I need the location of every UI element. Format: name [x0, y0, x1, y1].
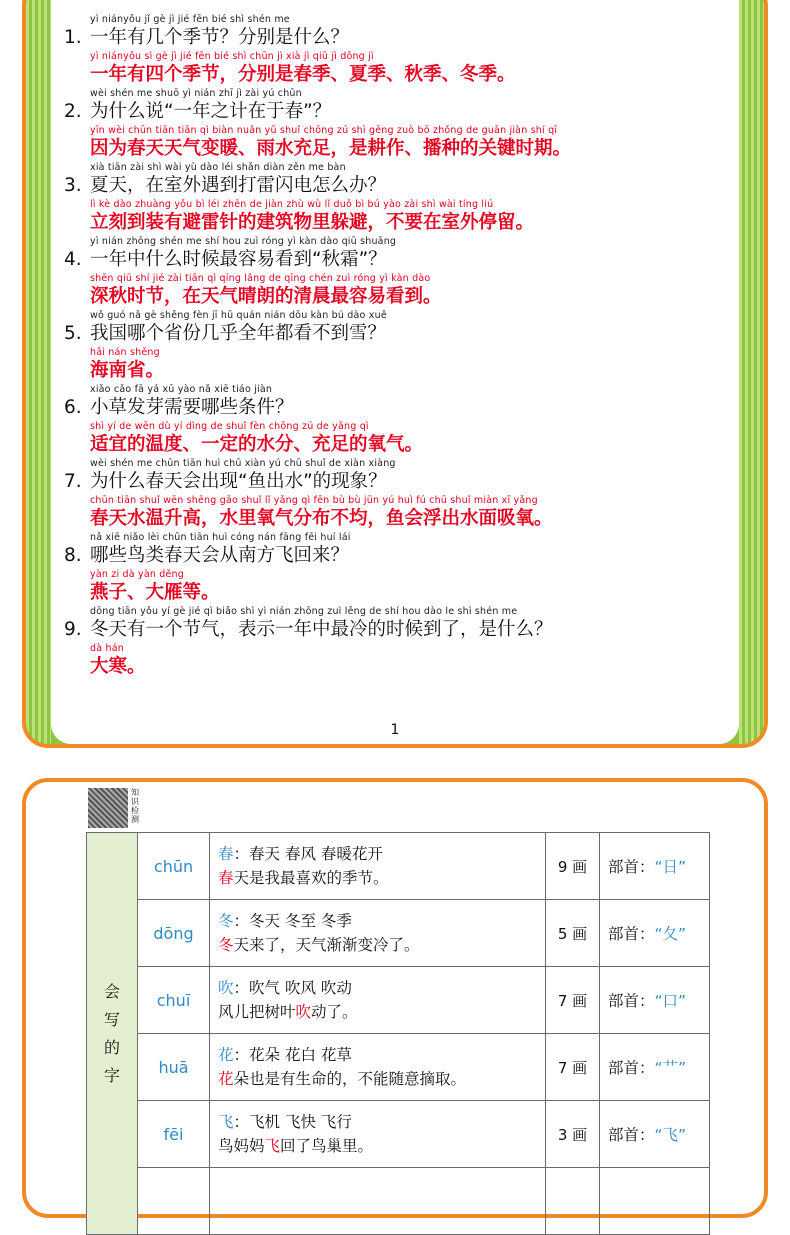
example-sentence	[218, 1000, 545, 1024]
question-list	[64, 14, 724, 680]
words-cell	[210, 967, 546, 1034]
radical-cell	[600, 1034, 710, 1101]
question-item	[64, 606, 724, 680]
radical-value: “夂”	[654, 925, 687, 943]
question-body: 小草发芽需要哪些条件？	[90, 397, 294, 418]
sentence-highlight: 吹	[295, 1003, 312, 1021]
answer-text: 一年有四个季节，分别是春季、夏季、秋季、冬季。	[90, 64, 516, 85]
question-item	[64, 384, 724, 458]
pinyin-cell: chuī	[138, 967, 210, 1034]
knowledge-check-card	[22, 778, 768, 1218]
radical-value: “飞”	[654, 1126, 687, 1144]
question-text	[64, 99, 724, 125]
radical-cell	[600, 1101, 710, 1168]
radical-label: 部首：	[608, 1126, 655, 1144]
category-label: 会 写 的 字	[103, 981, 120, 1085]
question-number: 6.	[64, 397, 82, 418]
question-pinyin: xià tiān zài shì wài yù dào léi shǎn diàn zěn me bàn	[90, 162, 346, 173]
question-item	[64, 236, 724, 310]
radical-label: 部首：	[608, 858, 655, 876]
question-item	[64, 458, 724, 532]
question-text	[64, 247, 724, 273]
question-item	[64, 88, 724, 162]
question-body: 一年中什么时候最容易看到“秋霜”？	[90, 249, 387, 270]
question-text	[64, 469, 724, 495]
sentence-highlight: 飞	[264, 1137, 281, 1155]
question-item	[64, 14, 724, 88]
table-row	[87, 1034, 710, 1101]
words-cell	[210, 900, 546, 967]
category-cell	[87, 833, 138, 1235]
table-row	[87, 1168, 710, 1235]
radical-label: 部首：	[608, 1059, 655, 1077]
answer-pinyin: shēn qiū shí jié zài tiān qì qíng lǎng de qīng chén zuì róng yì kàn dào	[90, 273, 431, 284]
sentence-rest: 回了鸟巢里。	[280, 1137, 374, 1155]
words-cell	[210, 833, 546, 900]
radical-cell	[600, 1168, 710, 1235]
question-pinyin: nǎ xiē niǎo lèi chūn tiān huì cóng nán fāng fēi huí lái	[90, 532, 351, 543]
sentence-rest: 朵也是有生命的，不能随意摘取。	[233, 1070, 467, 1088]
question-item	[64, 532, 724, 606]
character: 春	[218, 845, 234, 863]
sentence-prefix: 风儿把树叶	[218, 1003, 296, 1021]
sentence-highlight: 冬	[218, 936, 234, 954]
character: 吹	[218, 979, 234, 997]
answer-text: 适宜的温度、一定的水分、充足的氧气。	[90, 434, 424, 455]
question-text	[64, 617, 724, 643]
question-pinyin: wèi shén me shuō yì nián zhī jì zài yú chūn	[90, 88, 302, 99]
question-body: 冬天有一个节气，表示一年中最冷的时候到了，是什么？	[90, 619, 553, 640]
question-body: 哪些鸟类春天会从南方飞回来？	[90, 545, 350, 566]
sentence-rest: 动了。	[311, 1003, 358, 1021]
question-text	[64, 25, 724, 51]
question-number: 2.	[64, 101, 82, 122]
word-list: ：春天 春风 春暖花开	[233, 845, 383, 863]
question-item	[64, 310, 724, 384]
pinyin-cell: dōng	[138, 900, 210, 967]
answer-text: 因为春天天气变暖、雨水充足，是耕作、播种的关键时期。	[90, 138, 572, 159]
pinyin-cell	[138, 1168, 210, 1235]
character: 冬	[218, 912, 234, 930]
word-list: ：吹气 吹风 吹动	[233, 979, 352, 997]
question-item	[64, 162, 724, 236]
table-row	[87, 900, 710, 967]
answer-pinyin: yàn zi dà yàn děng	[90, 569, 185, 580]
table-row	[87, 967, 710, 1034]
sentence-rest: 天来了，天气渐渐变冷了。	[233, 936, 420, 954]
example-sentence	[218, 866, 545, 890]
radical-value: “日”	[654, 858, 687, 876]
character: 飞	[218, 1113, 234, 1131]
words-cell	[210, 1034, 546, 1101]
answer-text: 燕子、大雁等。	[90, 582, 220, 603]
character: 花	[218, 1046, 234, 1064]
question-pinyin: xiǎo cǎo fā yá xū yào nǎ xiē tiáo jiàn	[90, 384, 273, 395]
answer-text: 立刻到装有避雷针的建筑物里躲避，不要在室外停留。	[90, 212, 535, 233]
answer-text: 大寒。	[90, 656, 146, 677]
stroke-count: 5 画	[546, 900, 600, 967]
qr-code-icon	[88, 788, 128, 828]
answer-text: 海南省。	[90, 360, 165, 381]
radical-value: “口”	[654, 992, 687, 1010]
question-pinyin: wǒ guó nǎ gè shěng fèn jī hū quán nián dōu kàn bú dào xuě	[90, 310, 387, 321]
answer-text: 深秋时节，在天气晴朗的清晨最容易看到。	[90, 286, 442, 307]
words-cell	[210, 1168, 546, 1235]
answer-pinyin: shì yí de wēn dù yí dìng de shuǐ fèn chōng zú de yǎng qì	[90, 421, 369, 432]
sentence-rest: 天是我最喜欢的季节。	[233, 869, 389, 887]
answer-pinyin: chūn tiān shuǐ wēn shēng gāo shuǐ lǐ yǎng qì fēn bù bù jūn yú huì fú chū shuǐ miàn xī yǎng	[90, 495, 538, 506]
stroke-count: 7 画	[546, 1034, 600, 1101]
radical-cell	[600, 833, 710, 900]
question-body: 为什么说“一年之计在于春”？	[90, 101, 332, 122]
stroke-count: 9 画	[546, 833, 600, 900]
stroke-count: 3 画	[546, 1101, 600, 1168]
table-row	[87, 1101, 710, 1168]
question-pinyin: yì nián zhōng shén me shí hou zuì róng yì kàn dào qiū shuāng	[90, 236, 397, 247]
table-row	[87, 833, 710, 900]
left-stripe-border	[26, 0, 51, 744]
question-pinyin: wèi shén me chūn tiān huì chū xiàn yú chū shuǐ de xiàn xiàng	[90, 458, 396, 469]
question-number: 5.	[64, 323, 82, 344]
question-text	[64, 173, 724, 199]
example-sentence	[218, 933, 545, 957]
question-pinyin: yì niányǒu jǐ gè jì jié fēn bié shì shén me	[90, 14, 290, 25]
question-body: 为什么春天会出现“鱼出水”的现象？	[90, 471, 387, 492]
question-text	[64, 395, 724, 421]
radical-value: “艹”	[654, 1059, 687, 1077]
answer-pinyin: dà hán	[90, 643, 124, 654]
question-number: 4.	[64, 249, 82, 270]
knowledge-check-badge	[88, 788, 140, 828]
question-text	[64, 321, 724, 347]
answer-pinyin: hǎi nán shěng	[90, 347, 160, 358]
radical-cell	[600, 900, 710, 967]
sentence-highlight: 花	[218, 1070, 234, 1088]
question-body: 我国哪个省份几乎全年都看不到雪？	[90, 323, 387, 344]
example-sentence	[218, 1134, 545, 1158]
stroke-count: 7 画	[546, 967, 600, 1034]
character-table	[86, 832, 710, 1235]
radical-label: 部首：	[608, 925, 655, 943]
question-number: 3.	[64, 175, 82, 196]
badge-label: 知识检测	[131, 788, 139, 824]
answer-pinyin: yīn wèi chūn tiān tiān qì biàn nuǎn yǔ shuǐ chōng zú shì gēng zuò bō zhǒng de guān jiàn shí qī	[90, 125, 558, 136]
radical-cell	[600, 967, 710, 1034]
pinyin-cell: fēi	[138, 1101, 210, 1168]
words-cell	[210, 1101, 546, 1168]
question-number: 8.	[64, 545, 82, 566]
question-number: 1.	[64, 27, 82, 48]
sentence-prefix: 鸟妈妈	[218, 1137, 265, 1155]
question-pinyin: dōng tiān yǒu yí gè jié qì biǎo shì yì nián zhōng zuì lěng de shí hou dào le shì shén me	[90, 606, 518, 617]
question-number: 7.	[64, 471, 82, 492]
word-list: ：花朵 花白 花草	[233, 1046, 352, 1064]
pinyin-cell: chūn	[138, 833, 210, 900]
word-list: ：飞机 飞快 飞行	[233, 1113, 352, 1131]
example-sentence	[218, 1067, 545, 1091]
answer-pinyin: yì niányǒu sì gè jì jié fēn bié shì chūn jì xià jì qiū jì dōng jì	[90, 51, 374, 62]
right-stripe-border	[739, 0, 764, 744]
question-body: 一年有几个季节？分别是什么？	[90, 27, 350, 48]
question-number: 9.	[64, 619, 82, 640]
sentence-highlight: 春	[218, 869, 234, 887]
answer-text: 春天水温升高，水里氧气分布不均，鱼会浮出水面吸氧。	[90, 508, 553, 529]
page-number: 1	[390, 722, 400, 738]
word-list: ：冬天 冬至 冬季	[233, 912, 352, 930]
radical-label: 部首：	[608, 992, 655, 1010]
stroke-count	[546, 1168, 600, 1235]
question-text	[64, 543, 724, 569]
pinyin-cell: huā	[138, 1034, 210, 1101]
question-body: 夏天，在室外遇到打雷闪电怎么办？	[90, 175, 387, 196]
answer-pinyin: lì kè dào zhuàng yǒu bì léi zhēn de jiàn zhù wù lǐ duǒ bì bú yào zài shì wài tíng liú	[90, 199, 494, 210]
